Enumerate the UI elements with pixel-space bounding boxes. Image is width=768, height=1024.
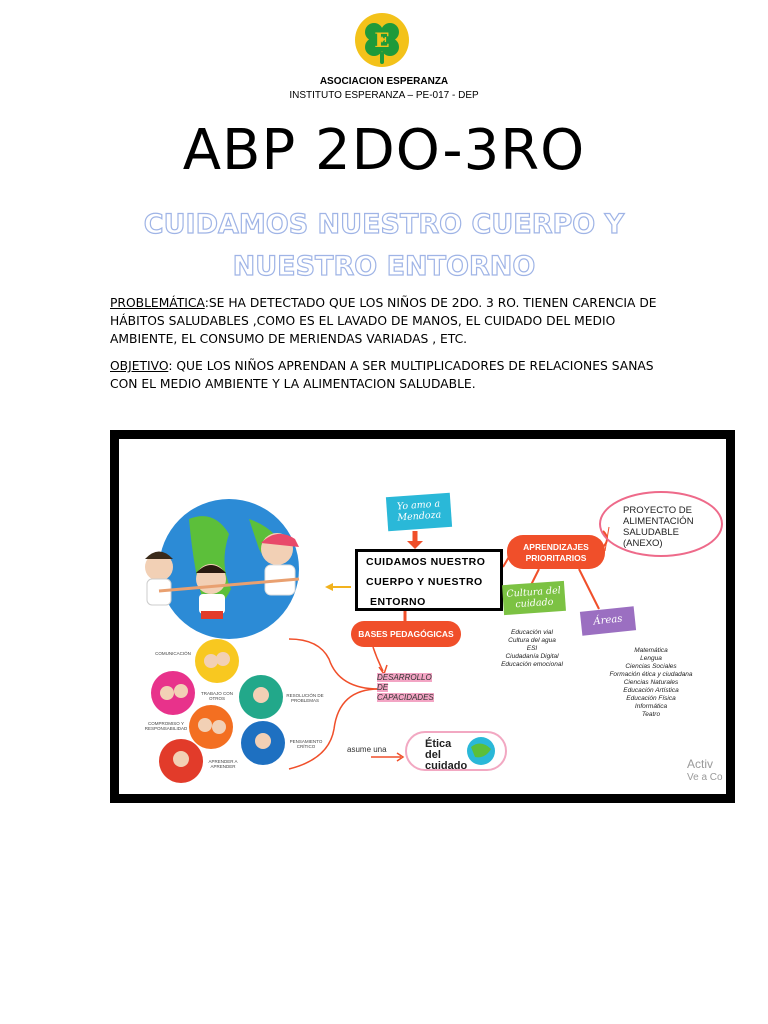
project-subtitle: CUIDAMOS NUESTRO CUERPO Y NUESTRO ENTORNO bbox=[143, 209, 625, 282]
bases-node: BASES PEDAGÓGICAS bbox=[351, 621, 461, 647]
list-item: Ciencias Naturales bbox=[623, 679, 679, 686]
objetivo-paragraph bbox=[110, 357, 658, 393]
areas-node: Áreas bbox=[580, 606, 636, 636]
list-item: Lengua bbox=[640, 655, 662, 662]
page-title: ABP 2DO-3RO bbox=[182, 118, 586, 183]
list-item: Educación Física bbox=[626, 695, 676, 702]
list-item: ESI bbox=[526, 645, 538, 652]
skill-label: COMUNICACIÓN bbox=[155, 651, 191, 656]
activation-watermark bbox=[687, 757, 723, 785]
logo-letter: E bbox=[374, 28, 390, 52]
desarrollo-label: DESARROLLO DE CAPACIDADES bbox=[377, 673, 434, 702]
asume-label: asume una bbox=[347, 745, 387, 754]
list-item: Ciudadanía Digital bbox=[505, 653, 559, 660]
list-item: Educación vial bbox=[511, 629, 553, 636]
center-line-3: ENTORNO bbox=[370, 596, 426, 608]
objetivo-text: : QUE LOS NIÑOS APRENDAN A SER MULTIPLICADORES DE RELACIONES SANAS CON EL MEDIO AMBIENTE Y LA ALIMENTACION SALUDABLE. bbox=[110, 359, 654, 391]
proyecto-node: PROYECTO DE ALIMENTACIÓN SALUDABLE (ANEXO) bbox=[599, 491, 723, 557]
list-item: Matemática bbox=[634, 647, 668, 654]
mindmap-frame bbox=[110, 430, 735, 803]
center-line-1: CUIDAMOS NUESTRO bbox=[366, 556, 486, 568]
logo bbox=[352, 12, 412, 68]
cultura-node: Cultura del cuidado bbox=[502, 581, 566, 615]
list-item: Teatro bbox=[641, 711, 661, 718]
areas-list bbox=[591, 647, 711, 719]
skill-label: PENSAMIENTO CRÍTICO bbox=[289, 739, 323, 749]
list-item: Formación ética y ciudadana bbox=[609, 671, 693, 678]
list-item: Ciencias Sociales bbox=[625, 663, 677, 670]
list-item: Educación emocional bbox=[501, 661, 563, 668]
skill-label: APRENDER A APRENDER bbox=[208, 759, 238, 769]
skill-label: TRABAJO CON OTROS bbox=[200, 691, 233, 701]
org-name: ASOCIACION ESPERANZA bbox=[319, 76, 449, 87]
problematica-label: PROBLEMÁTICA bbox=[110, 296, 205, 310]
center-line-2: CUERPO Y NUESTRO bbox=[366, 576, 483, 588]
clover-logo-icon bbox=[352, 12, 412, 68]
aprendizajes-node: APRENDIZAJES PRIORITARIOS bbox=[507, 535, 605, 569]
etica-label: Ética del cuidado bbox=[425, 738, 468, 772]
objetivo-label: OBJETIVO bbox=[110, 359, 169, 373]
problematica-text: :SE HA DETECTADO QUE LOS NIÑOS DE 2DO. 3 RO. TIENEN CARENCIA DE HÁBITOS SALUDABLES ,COMO ES EL LAVADO DE MANOS, EL CUIDADO DEL MEDIO AMBIENTE, EL CONSUMO DE MERIENDAS VARIADAS , ETC. bbox=[110, 296, 657, 346]
org-subtitle: INSTITUTO ESPERANZA – PE-017 - DEP bbox=[289, 90, 479, 101]
skill-label: RESOLUCIÓN DE PROBLEMAS bbox=[286, 693, 324, 703]
skill-label: COMPROMISO Y RESPONSABILIDAD bbox=[144, 721, 188, 731]
watermark-line-1: Activ bbox=[687, 757, 714, 771]
list-item: Cultura del agua bbox=[508, 637, 556, 644]
list-item: Educación Artística bbox=[623, 687, 679, 694]
etica-node bbox=[405, 731, 507, 771]
problematica-paragraph bbox=[110, 294, 658, 348]
mindmap bbox=[119, 439, 726, 794]
watermark-line-2: Ve a Co bbox=[687, 772, 723, 783]
desarrollo-node bbox=[377, 673, 433, 701]
center-node bbox=[355, 549, 503, 611]
yo-amo-mendoza-node: Yo amo a Mendoza bbox=[386, 493, 452, 531]
cultura-list bbox=[487, 629, 577, 669]
list-item: Informática bbox=[634, 703, 668, 710]
